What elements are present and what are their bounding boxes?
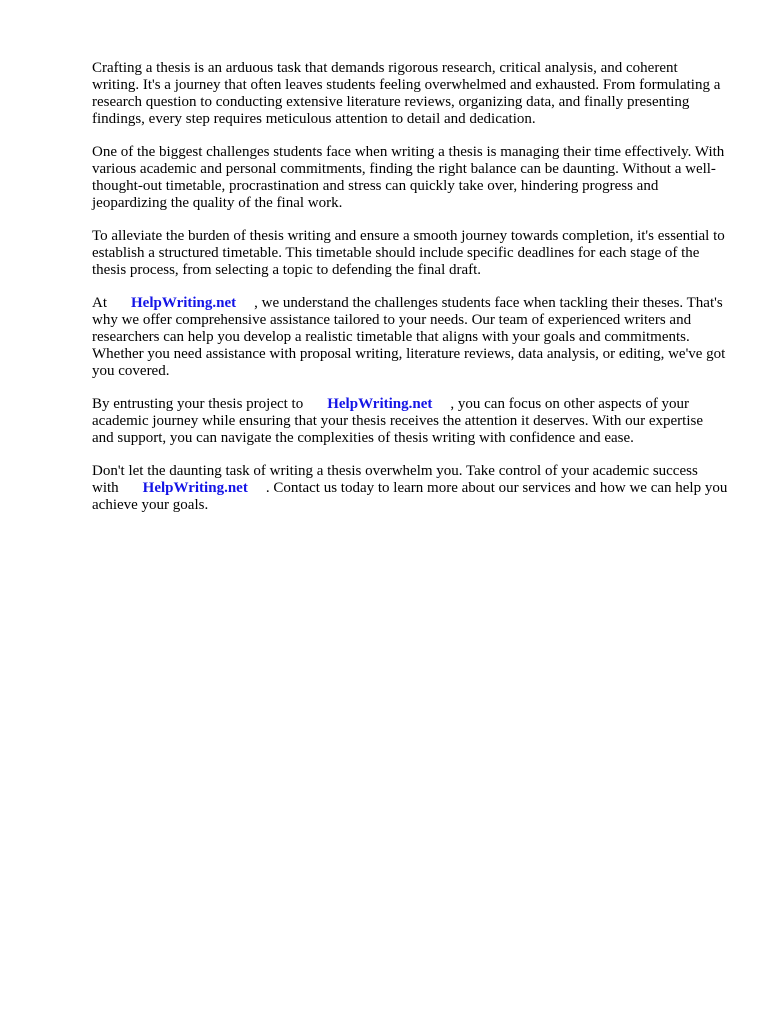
helpwriting-link[interactable]: HelpWriting.net [327,396,433,412]
paragraph-time-management: One of the biggest challenges students face when writing a thesis is managing their time effectively. With various academic and personal commitments, finding the right balance can be daunting. Without a well-thought-out timetable, procrastination and stress can quickly take over, hindering progress and jeopardizing the quality of the final work. [92,144,725,211]
paragraph-text: At [92,295,107,311]
helpwriting-link[interactable]: HelpWriting.net [142,480,248,496]
paragraph-text: . Contact us today to learn more about our services and how we can help you achieve your goals. [92,480,728,513]
paragraph-call-to-action [92,463,728,514]
paragraph-intro: Crafting a thesis is an arduous task that demands rigorous research, critical analysis, and coherent writing. It's a journey that often leaves students feeling overwhelmed and exhausted. From formulating a research question to conducting extensive literature reviews, organizing data, and finally presenting findings, every step requires meticulous attention to detail and dedication. [92,60,721,127]
paragraph-text: By entrusting your thesis project to [92,396,304,412]
helpwriting-link[interactable]: HelpWriting.net [131,295,237,311]
paragraph-helpwriting-intro [92,295,728,380]
paragraph-text: , you can focus on other aspects of your academic journey while ensuring that your thesis receives the attention it deserves. With our expertise and support, you can navigate the complexities of thesis writing with confidence and ease. [92,396,704,446]
paragraph-text: Don't let the daunting task of writing a thesis overwhelm you. Take control of your academic success with [92,463,698,496]
paragraph-entrusting [92,396,728,447]
paragraph-timetable: To alleviate the burden of thesis writing and ensure a smooth journey towards completion, it's essential to establish a structured timetable. This timetable should include specific deadlines for each stage of the thesis process, from selecting a topic to defending the final draft. [92,228,725,278]
paragraph-text: , we understand the challenges students face when tackling their theses. That's why we offer comprehensive assistance tailored to your needs. Our team of experienced writers and researchers can help you develop a realistic timetable that aligns with your goals and commitments. Whether you need assistance with proposal writing, literature reviews, data analysis, or editing, we've got you covered. [92,295,726,379]
